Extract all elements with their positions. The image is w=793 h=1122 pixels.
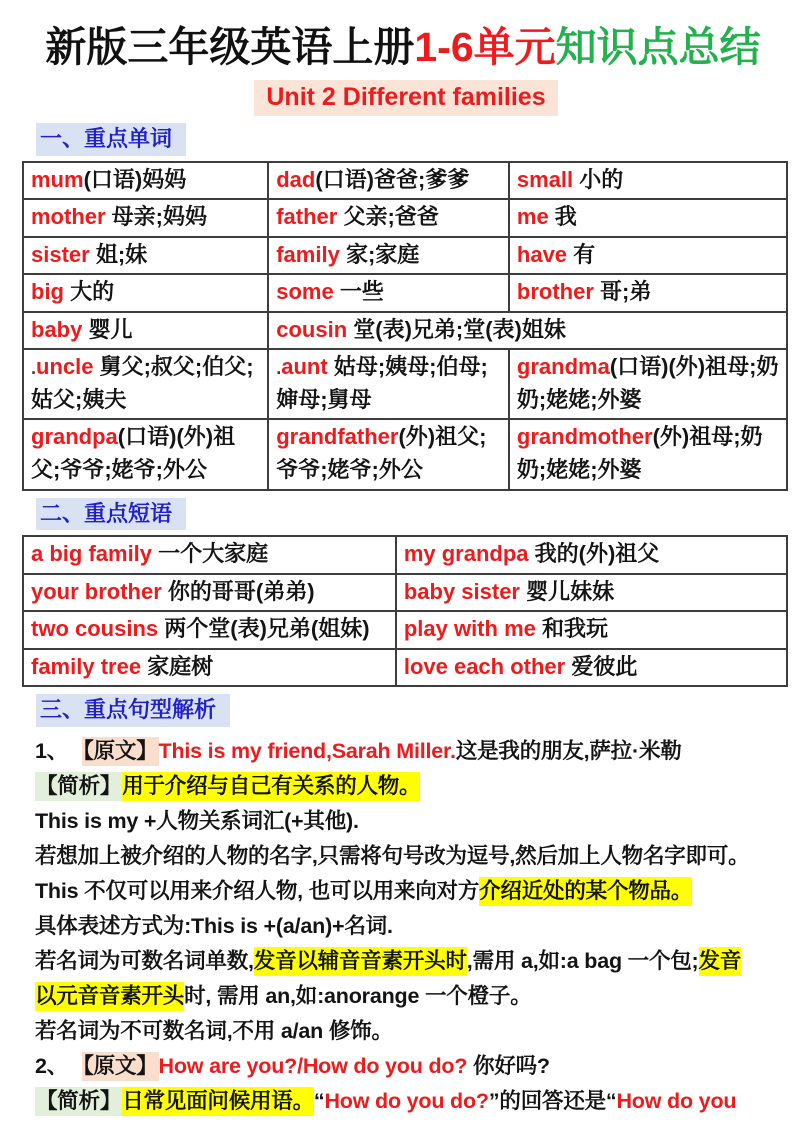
english-term: mum	[31, 166, 84, 192]
chinese-meaning: 小的	[573, 166, 624, 192]
text-run: 若想加上被介绍的人物的名字,只需将句号改为逗号,然后加上人物名字即可。	[35, 843, 750, 868]
text-run: 若名词为可数名词单数,	[35, 948, 254, 973]
word-cell	[23, 237, 268, 275]
chinese-meaning: 和我玩	[535, 616, 608, 642]
english-term: brother	[516, 279, 594, 305]
chinese-meaning: 姑母;姨母;伯母;婶母;舅母	[276, 354, 488, 412]
chinese-meaning: (口语)(外)祖母;奶奶;姥姥;外婆	[516, 354, 779, 412]
section-heading-phrases: 二、重点短语	[36, 498, 186, 531]
section-words	[22, 116, 790, 490]
original-text-label: 【原文】	[82, 1052, 158, 1081]
word-cell	[23, 199, 268, 237]
stray-dot-mark: .	[276, 358, 282, 379]
table-row	[23, 237, 787, 275]
text-run: 时, 需用 an,如:anorange 一个橙子。	[184, 983, 532, 1008]
english-term: big	[31, 279, 64, 305]
stray-dot-mark: .	[31, 358, 37, 379]
sentence-line	[35, 839, 790, 874]
english-term: your brother	[31, 578, 162, 604]
english-term: grandma	[516, 354, 610, 380]
chinese-meaning: 母亲;妈妈	[105, 204, 208, 230]
word-table	[22, 161, 788, 491]
brief-analysis-label: 【简析】	[35, 772, 122, 801]
sentence-line	[35, 1084, 790, 1119]
phrase-cell	[396, 536, 787, 574]
highlighted-text: 以元音音素开头	[35, 982, 184, 1011]
english-term: grandpa	[31, 424, 118, 450]
title-part-green: 知识点总结	[555, 24, 761, 70]
sentence-line	[35, 1014, 790, 1049]
highlighted-text: 用于介绍与自己有关系的人物。	[122, 772, 420, 801]
chinese-meaning: 家;家庭	[339, 241, 420, 267]
word-cell	[23, 274, 268, 312]
english-term: small	[516, 166, 574, 192]
highlighted-text: 发音	[699, 947, 742, 976]
phrase-cell	[23, 536, 396, 574]
text-run: ”的回答还是“	[488, 1088, 617, 1113]
phrase-cell	[23, 649, 396, 687]
chinese-meaning: (口语)(外)祖父;爷爷;姥爷;外公	[31, 424, 236, 483]
text-run: 这是我的朋友,萨拉·米勒	[455, 738, 682, 763]
word-cell	[23, 312, 268, 350]
title-part-black: 新版三年级英语上册	[45, 24, 415, 70]
word-cell	[23, 162, 268, 200]
phrase-cell	[396, 649, 787, 687]
original-text-label: 【原文】	[82, 737, 158, 766]
unit-subtitle: Unit 2 Different families	[254, 80, 557, 116]
chinese-meaning: 哥;弟	[593, 279, 652, 305]
english-term: play with me	[403, 616, 536, 642]
word-cell	[509, 199, 787, 237]
phrase-cell	[396, 574, 787, 612]
english-sentence: This is my friend,Sarah Miller.	[158, 738, 456, 763]
chinese-meaning: 一些	[333, 279, 384, 305]
chinese-meaning: 姐;妹	[89, 241, 148, 267]
brief-analysis-label: 【简析】	[35, 1087, 122, 1116]
phrase-cell	[23, 611, 396, 649]
table-row	[23, 574, 787, 612]
chinese-meaning: 家庭树	[141, 653, 214, 679]
english-term: have	[516, 241, 568, 267]
highlighted-text: 介绍近处的某个物品。	[479, 877, 692, 906]
table-row	[23, 312, 787, 350]
english-term: my grandpa	[403, 541, 529, 567]
word-cell	[509, 274, 787, 312]
section-phrases	[22, 491, 790, 688]
text-run: This is my +人物关系词汇(+其他).	[35, 808, 359, 833]
text-run: 若名词为不可数名词,不用 a/an 修饰。	[35, 1018, 393, 1043]
chinese-meaning: 舅父;叔父;伯父;姑父;姨夫	[31, 354, 254, 412]
english-term: cousin	[276, 316, 348, 342]
english-term: some	[276, 279, 334, 305]
section-sentences	[22, 687, 790, 1119]
word-cell	[268, 312, 787, 350]
chinese-meaning: (口语)妈妈	[83, 166, 187, 192]
phrase-table-body	[23, 536, 787, 686]
chinese-meaning: 两个堂(表)兄弟(姐妹)	[158, 616, 370, 642]
english-term: uncle	[36, 354, 94, 380]
table-row	[23, 649, 787, 687]
chinese-meaning: (口语)爸爸;爹爹	[315, 166, 470, 192]
phrase-cell	[396, 611, 787, 649]
sentence-line	[35, 734, 790, 769]
english-term: grandfather	[276, 424, 399, 450]
table-row	[23, 536, 787, 574]
word-cell	[509, 419, 787, 489]
english-term: sister	[31, 241, 90, 267]
word-cell	[23, 419, 268, 489]
chinese-meaning: (外)祖父;爷爷;姥爷;外公	[276, 424, 487, 483]
english-term: me	[516, 204, 549, 230]
english-term: dad	[276, 166, 316, 192]
table-row	[23, 274, 787, 312]
section-heading-words: 一、重点单词	[36, 123, 186, 156]
word-table-body	[23, 162, 787, 490]
chinese-meaning: 有	[567, 241, 596, 267]
word-cell	[268, 237, 509, 275]
chinese-meaning: 爱彼此	[565, 653, 638, 679]
text-run: This 不仅可以用来介绍人物, 也可以用来向对方	[35, 878, 480, 903]
item-number: 2、	[35, 1053, 69, 1078]
sentence-line	[35, 804, 790, 839]
english-term: family	[276, 241, 340, 267]
english-sentence: How do you	[616, 1088, 737, 1113]
table-row	[23, 611, 787, 649]
word-cell	[268, 349, 509, 419]
sentence-line	[35, 769, 790, 804]
title-part-red: 1-6单元	[414, 24, 556, 70]
phrase-cell	[23, 574, 396, 612]
phrase-table	[22, 535, 788, 687]
chinese-meaning: 大的	[64, 279, 115, 305]
chinese-meaning: 我的(外)祖父	[528, 541, 660, 567]
sentence-line	[35, 944, 790, 979]
text-run: 具体表述方式为:This is +(a/an)+名词.	[35, 913, 393, 938]
english-term: baby sister	[403, 578, 520, 604]
word-cell	[23, 349, 268, 419]
table-row	[23, 199, 787, 237]
english-term: aunt	[281, 354, 328, 380]
english-term: two cousins	[31, 616, 159, 642]
highlighted-text: 日常见面问候用语。	[122, 1087, 314, 1116]
word-cell	[509, 237, 787, 275]
word-cell	[268, 162, 509, 200]
english-term: baby	[31, 316, 83, 342]
sentence-line	[35, 1049, 790, 1084]
chinese-meaning: 堂(表)兄弟;堂(表)姐妹	[347, 316, 566, 342]
word-cell	[509, 162, 787, 200]
sentence-line	[35, 909, 790, 944]
subtitle-row	[22, 80, 790, 116]
english-term: grandmother	[516, 424, 653, 450]
chinese-meaning: 父亲;爸爸	[337, 204, 439, 230]
word-cell	[268, 419, 509, 489]
table-row	[23, 419, 787, 489]
sentence-analysis	[35, 734, 790, 1119]
chinese-meaning: 我	[548, 204, 577, 230]
chinese-meaning: (外)祖母;奶奶;姥姥;外婆	[516, 424, 763, 483]
english-term: love each other	[403, 653, 566, 679]
table-row	[23, 162, 787, 200]
english-sentence: How are you?/How do you do?	[158, 1053, 468, 1078]
sentence-line	[35, 979, 790, 1014]
page-title	[16, 24, 790, 71]
word-cell	[509, 349, 787, 419]
english-term: a big family	[31, 541, 153, 567]
section-heading-sentences: 三、重点句型解析	[36, 694, 230, 727]
english-term: mother	[31, 204, 106, 230]
text-run: ,需用 a,如:a bag 一个包;	[466, 948, 699, 973]
english-sentence: How do you do?	[324, 1088, 489, 1113]
table-row	[23, 349, 787, 419]
text-run: “	[313, 1088, 325, 1113]
chinese-meaning: 婴儿妹妹	[520, 578, 615, 604]
english-term: family tree	[31, 653, 142, 679]
item-number: 1、	[35, 738, 69, 763]
chinese-meaning: 你的哥哥(弟弟)	[161, 578, 315, 604]
chinese-meaning: 一个大家庭	[152, 541, 269, 567]
english-term: father	[276, 204, 338, 230]
word-cell	[268, 199, 509, 237]
highlighted-text: 发音以辅音音素开头时	[254, 947, 467, 976]
chinese-meaning: 婴儿	[82, 316, 133, 342]
word-cell	[268, 274, 509, 312]
sentence-line	[35, 874, 790, 909]
text-run: 你好吗?	[467, 1053, 550, 1078]
